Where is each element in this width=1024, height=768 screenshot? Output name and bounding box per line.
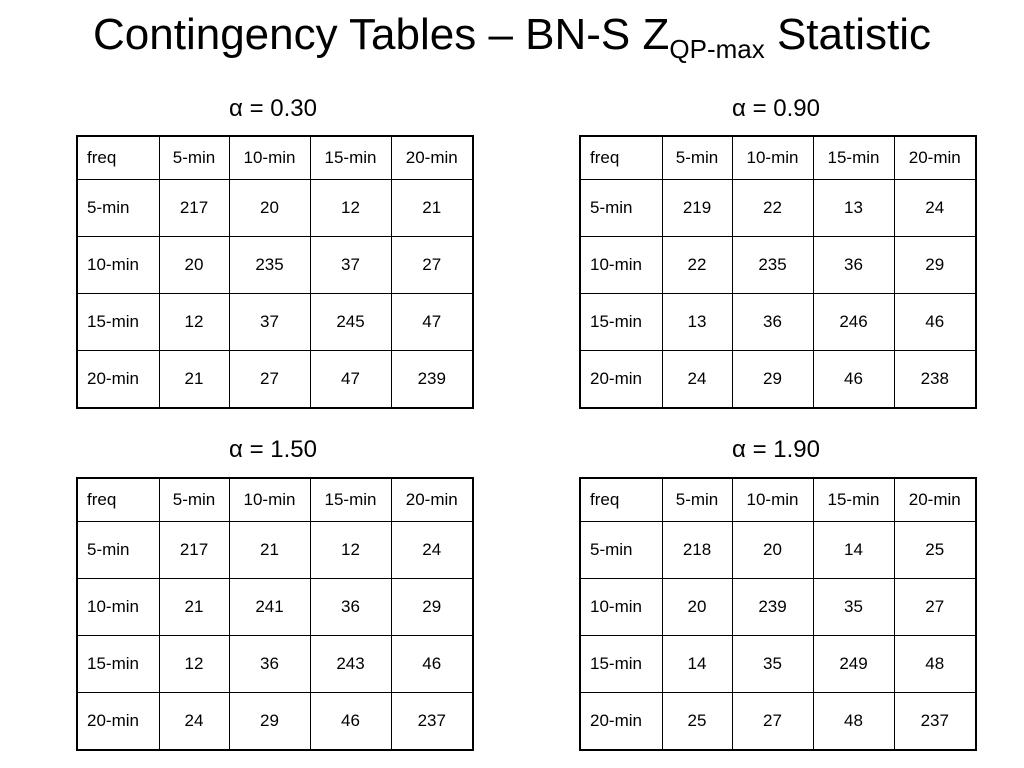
table-cell: 22 [732,180,813,237]
header-cell: 5-min [662,478,732,522]
table-cell: 24 [159,693,229,751]
header-cell: 20-min [894,136,976,180]
table-cell: 36 [813,237,894,294]
table-cell: 243 [310,636,391,693]
table-cell: 24 [391,522,473,579]
header-cell: 20-min [391,136,473,180]
table-cell: 14 [662,636,732,693]
table-row [580,351,976,409]
header-cell: freq [580,136,662,180]
table-row [77,294,473,351]
row-label: 10-min [580,579,662,636]
table-cell: 21 [159,579,229,636]
table-cell: 47 [310,351,391,409]
table-header-row [77,136,473,180]
table-cell: 20 [229,180,310,237]
header-cell: 5-min [159,478,229,522]
table-cell: 27 [391,237,473,294]
row-label: 10-min [580,237,662,294]
table-cell: 13 [813,180,894,237]
table-cell: 27 [732,693,813,751]
table-row [77,351,473,409]
table-cell: 29 [894,237,976,294]
contingency-table-3 [579,477,977,751]
slide-title [0,6,1024,64]
row-label: 20-min [77,351,159,409]
header-cell: 10-min [229,136,310,180]
header-cell: 10-min [732,478,813,522]
table-cell: 29 [229,693,310,751]
row-label: 20-min [77,693,159,751]
row-label: 15-min [580,636,662,693]
alpha-label-1: α = 0.90 [732,95,820,122]
header-cell: 10-min [229,478,310,522]
slide-title-subscript: QP-max [669,34,765,65]
row-label: 5-min [77,180,159,237]
table-cell: 20 [159,237,229,294]
table-cell: 21 [159,351,229,409]
contingency-table-2 [76,477,474,751]
slide-title-suffix: Statistic [764,10,931,59]
table-cell: 48 [813,693,894,751]
table-row [77,636,473,693]
table-cell: 12 [310,180,391,237]
table-cell: 36 [229,636,310,693]
table-cell: 22 [662,237,732,294]
table-cell: 36 [310,579,391,636]
table-cell: 24 [662,351,732,409]
header-cell: 10-min [732,136,813,180]
table-row [77,180,473,237]
table-row [77,693,473,751]
table-cell: 27 [229,351,310,409]
slide-title-main: Contingency Tables – BN-S Z [93,10,670,59]
table-cell: 20 [732,522,813,579]
table-cell: 237 [391,693,473,751]
table-row [77,579,473,636]
table-row [580,237,976,294]
table-cell: 238 [894,351,976,409]
table-header-row [580,136,976,180]
table-cell: 27 [894,579,976,636]
row-label: 15-min [77,294,159,351]
table-cell: 48 [894,636,976,693]
table-cell: 37 [229,294,310,351]
table-row [580,180,976,237]
table-cell: 36 [732,294,813,351]
table-cell: 20 [662,579,732,636]
table-cell: 46 [894,294,976,351]
row-label: 15-min [77,636,159,693]
table-cell: 46 [391,636,473,693]
header-cell: freq [77,478,159,522]
alpha-label-0: α = 0.30 [229,95,317,122]
table-row [580,294,976,351]
table-cell: 217 [159,522,229,579]
table-cell: 239 [732,579,813,636]
alpha-label-3: α = 1.90 [732,436,820,463]
table-cell: 35 [732,636,813,693]
table-cell: 12 [310,522,391,579]
header-cell: 15-min [813,478,894,522]
table-cell: 29 [391,579,473,636]
table-cell: 24 [894,180,976,237]
header-cell: 5-min [159,136,229,180]
header-cell: freq [77,136,159,180]
table-cell: 46 [310,693,391,751]
row-label: 20-min [580,693,662,751]
table-cell: 12 [159,636,229,693]
table-row [580,636,976,693]
table-cell: 237 [894,693,976,751]
contingency-table-0 [76,135,474,409]
table-cell: 21 [229,522,310,579]
contingency-table-1 [579,135,977,409]
row-label: 5-min [77,522,159,579]
table-cell: 47 [391,294,473,351]
table-cell: 37 [310,237,391,294]
table-cell: 241 [229,579,310,636]
table-cell: 13 [662,294,732,351]
header-cell: 15-min [813,136,894,180]
table-cell: 25 [894,522,976,579]
table-cell: 219 [662,180,732,237]
table-row [77,237,473,294]
table-row [77,522,473,579]
table-cell: 246 [813,294,894,351]
table-cell: 235 [732,237,813,294]
table-cell: 25 [662,693,732,751]
table-cell: 21 [391,180,473,237]
row-label: 10-min [77,579,159,636]
table-row [580,522,976,579]
table-cell: 235 [229,237,310,294]
header-cell: 20-min [391,478,473,522]
alpha-label-2: α = 1.50 [229,436,317,463]
table-cell: 14 [813,522,894,579]
table-header-row [77,478,473,522]
header-cell: 20-min [894,478,976,522]
table-cell: 35 [813,579,894,636]
table-cell: 218 [662,522,732,579]
row-label: 15-min [580,294,662,351]
row-label: 5-min [580,180,662,237]
row-label: 10-min [77,237,159,294]
table-cell: 249 [813,636,894,693]
header-cell: 15-min [310,478,391,522]
table-cell: 217 [159,180,229,237]
table-cell: 29 [732,351,813,409]
table-cell: 239 [391,351,473,409]
table-cell: 12 [159,294,229,351]
row-label: 5-min [580,522,662,579]
table-row [580,579,976,636]
table-header-row [580,478,976,522]
table-cell: 245 [310,294,391,351]
table-cell: 46 [813,351,894,409]
table-row [580,693,976,751]
header-cell: 15-min [310,136,391,180]
header-cell: 5-min [662,136,732,180]
header-cell: freq [580,478,662,522]
row-label: 20-min [580,351,662,409]
